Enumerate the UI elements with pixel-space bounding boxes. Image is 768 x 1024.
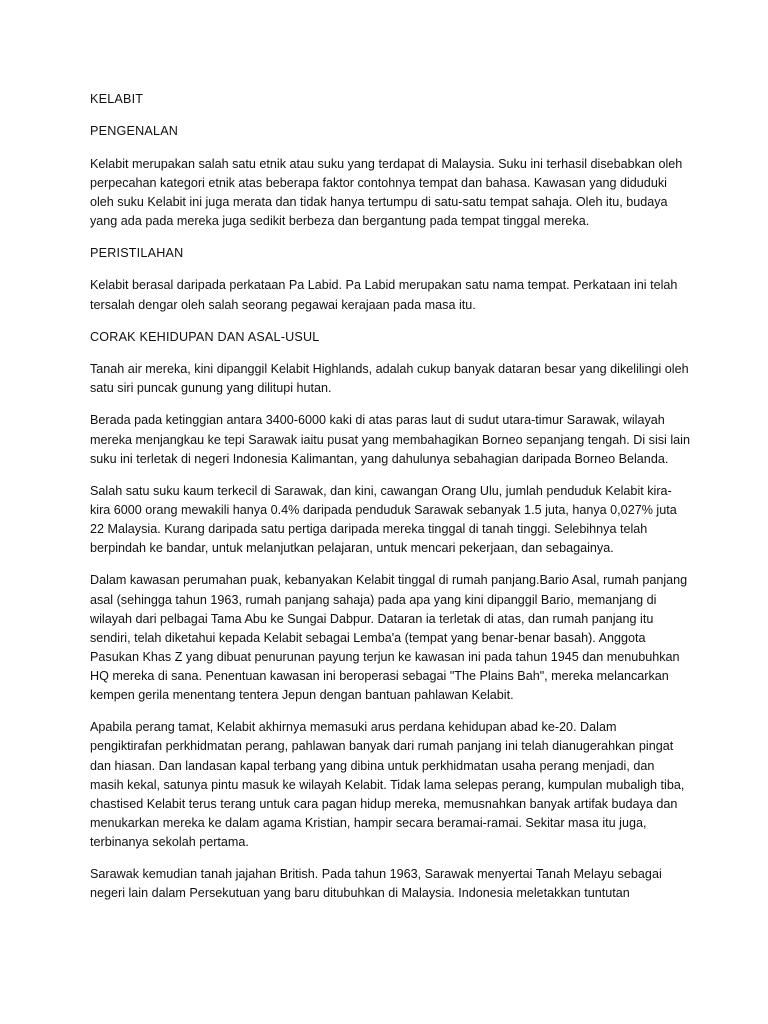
section-heading-corak-kehidupan: CORAK KEHIDUPAN DAN ASAL-USUL — [90, 329, 320, 344]
paragraph: Kelabit berasal daripada perkataan Pa Labid. Pa Labid merupakan satu nama tempat. Perkataan ini telah tersalah dengar oleh salah seorang pegawai kerajaan pada masa itu. — [90, 278, 678, 312]
document-title: KELABIT — [90, 92, 144, 106]
document-body — [90, 90, 690, 917]
section-heading-pengenalan: PENGENALAN — [90, 124, 179, 139]
paragraph: Berada pada ketinggian antara 3400-6000 kaki di atas paras laut di sudut utara-timur Sarawak, wilayah mereka menjangkau ke tepi Sarawak iaitu pusat yang membahagikan Borneo sepanjang tengah. Di sisi lain suku ini terletak di negeri Indonesia Kalimantan, yang dahulunya sebahagian daripada Borneo Belanda. — [90, 413, 690, 466]
paragraph: Kelabit merupakan salah satu etnik atau suku yang terdapat di Malaysia. Suku ini terhasil disebabkan oleh perpecahan kategori etnik atas beberapa faktor contohnya tempat dan bahasa. Kawasan yang diduduki oleh suku Kelabit ini juga merata dan tidak hanya tertumpu di satu-satu tempat sahaja. Oleh itu, budaya yang ada pada mereka juga sedikit berbeza dan bergantung pada tempat tinggal mereka. — [90, 156, 683, 228]
paragraph: Sarawak kemudian tanah jajahan British. Pada tahun 1963, Sarawak menyertai Tanah Melayu sebagai negeri lain dalam Persekutuan yang baru ditubuhkan di Malaysia. Indonesia meletakkan tuntutan — [90, 867, 662, 901]
section-heading-peristilahan: PERISTILAHAN — [90, 246, 184, 261]
paragraph: Apabila perang tamat, Kelabit akhirnya memasuki arus perdana kehidupan abad ke-20. Dalam pengiktirafan perkhidmatan perang, pahlawan banyak dari rumah panjang ini telah dianugerahkan pingat dan hiasan. Dan landasan kapal terbang yang dibina untuk perkhidmatan usaha perang menjadi, dan masih kekal, satunya pintu masuk ke wilayah Kelabit. Tidak lama selepas perang, kumpulan mubaligh tiba, chastised Kelabit terus terang untuk cara pagan hidup mereka, memusnahkan banyak artifak budaya dan menukarkan mereka ke dalam agama Kristian, hampir secara beramai-ramai. Sekitar masa itu juga, terbinanya sekolah pertama. — [90, 720, 685, 849]
paragraph: Tanah air mereka, kini dipanggil Kelabit Highlands, adalah cukup banyak dataran besar yang dikelilingi oleh satu siri puncak gunung yang dilitupi hutan. — [90, 362, 689, 396]
paragraph: Dalam kawasan perumahan puak, kebanyakan Kelabit tinggal di rumah panjang.Bario Asal, rumah panjang asal (sehingga tahun 1963, rumah panjang sahaja) pada apa yang kini dipanggil Bario, memanjang di wilayah dari pelbagai Tama Abu ke Sungai Dabpur. Dataran ia terletak di atas, dan rumah panjang itu sendiri, telah diketahui kepada Kelabit sebagai Lemba'a (tempat yang benar-benar basah). Anggota Pasukan Khas Z yang dibuat penurunan payung terjun ke kawasan ini pada tahun 1945 dan menubuhkan HQ mereka di sana. Penentuan kawasan ini beroperasi sebagai "The Plains Bah", mereka melancarkan kempen gerila menentang tentera Jepun dengan bantuan pahlawan Kelabit. — [90, 573, 688, 703]
paragraph: Salah satu suku kaum terkecil di Sarawak, dan kini, cawangan Orang Ulu, jumlah penduduk Kelabit kira-kira 6000 orang mewakili hanya 0.4% daripada penduduk Sarawak sebanyak 1.5 juta, hanya 0,027% juta 22 Malaysia. Kurang daripada satu pertiga daripada mereka tinggal di tanah tinggi. Selebihnya telah berpindah ke bandar, untuk melanjutkan pelajaran, untuk mencari pekerjaan, dan sebagainya. — [90, 483, 677, 556]
